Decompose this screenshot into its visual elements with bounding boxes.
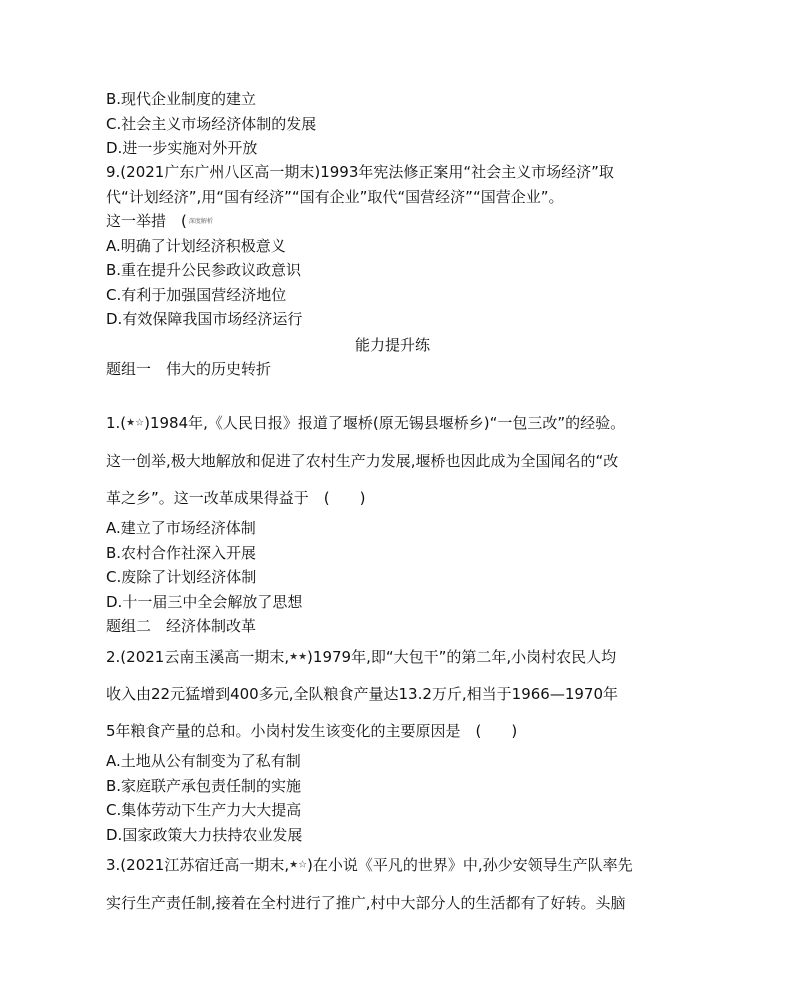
q2-stem-line1-rest: )1979年,即“大包干”的第二年,小岗村农民人均 [307,648,617,666]
group1-title: 题组一 伟大的历史转折 [106,360,272,378]
q9-option-d: D.有效保障我国市场经济运行 [106,310,303,328]
difficulty-star-icon: ★☆ [289,859,308,871]
q2-prefix: 2.(2021云南玉溪高一期末, [106,648,290,666]
q1-prefix: 1.( [106,414,127,432]
q1-stem-line3: 革之乡”。这一改革成果得益于 ( ) [106,489,366,507]
q9-analysis-tag: 深度解析 [188,217,213,225]
q2-option-a: A.土地从公有制变为了私有制 [106,752,301,770]
q9-option-c: C.有利于加强国营经济地位 [106,286,287,304]
q9-stem-line2: 代“计划经济”,用“国有经济”“国有企业”取代“国营经济”“国营企业”。 [106,188,564,206]
q2-option-b: B.家庭联产承包责任制的实施 [106,777,302,795]
q9-option-a: A.明确了计划经济积极意义 [106,237,286,255]
q3-stem-line1-rest: )在小说《平凡的世界》中,孙少安领导生产队率先 [307,856,633,874]
q1-stem-line1 [106,413,625,434]
group2-title: 题组二 经济体制改革 [106,617,257,635]
q2-stem-line2: 收入由22元猛增到400多元,全队粮食产量达13.2万斤,相当于1966—1970年 [106,685,619,703]
q2-stem-line1 [106,647,616,668]
q3-stem-line2: 实行生产责任制,接着在全村进行了推广,村中大部分人的生活都有了好转。头脑 [106,894,626,912]
q9-stem-line1: 9.(2021广东广州八区高一期末)1993年宪法修正案用“社会主义市场经济”取 [106,163,614,181]
option-c: C.社会主义市场经济体制的发展 [106,115,317,133]
q2-option-c: C.集体劳动下生产力大大提高 [106,801,302,819]
q9-stem-line3-text: 这一举措 ( [106,212,187,230]
q1-stem-line1-rest: )1984年,《人民日报》报道了堰桥(原无锡县堰桥乡)“一包三改”的经验。 [144,414,626,432]
q9-option-b: B.重在提升公民参政议政意识 [106,261,302,279]
section-title: 能力提升练 [355,336,431,354]
difficulty-star-icon: ★☆ [126,417,145,429]
option-d: D.进一步实施对外开放 [106,139,258,157]
q1-stem-line2: 这一创举,极大地解放和促进了农村生产力发展,堰桥也因此成为全国闻名的“改 [106,452,619,470]
q1-option-a: A.建立了市场经济体制 [106,519,256,537]
q2-stem-line3: 5年粮食产量的总和。小岗村发生该变化的主要原因是 ( ) [106,722,518,740]
option-b: B.现代企业制度的建立 [106,90,257,108]
q3-prefix: 3.(2021江苏宿迁高一期末, [106,856,290,874]
q1-option-c: C.废除了计划经济体制 [106,568,257,586]
difficulty-star-icon: ★★ [289,651,308,663]
q3-stem-line1 [106,855,633,876]
q1-option-d: D.十一届三中全会解放了思想 [106,593,303,611]
q1-option-b: B.农村合作社深入开展 [106,544,257,562]
q9-stem-line3 [106,211,213,232]
q2-option-d: D.国家政策大力扶持农业发展 [106,826,303,844]
